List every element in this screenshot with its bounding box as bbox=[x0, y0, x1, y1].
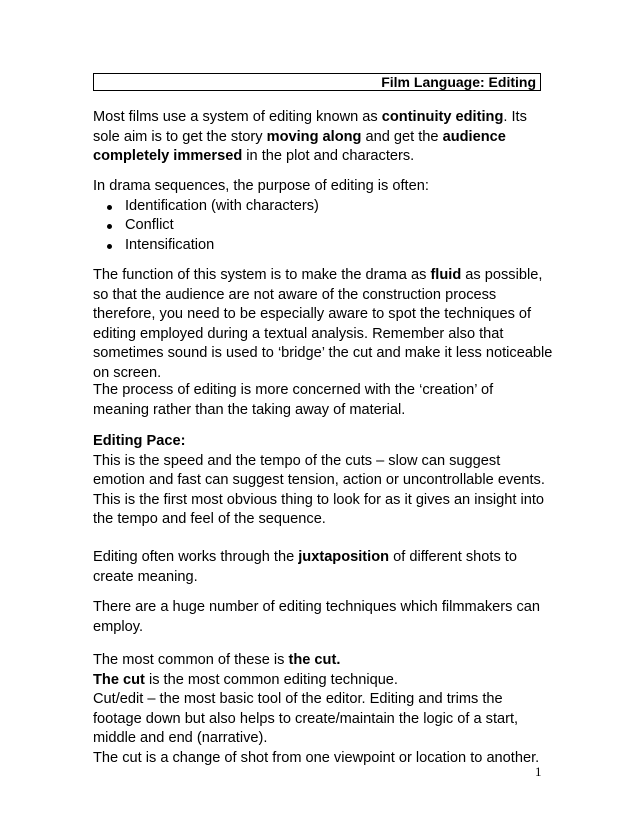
function-text-2: as possible, so that the audience are not aware of the construction process therefore, you need to be especially aware to spot the techniques of editing employed during a textual analysis. Remember also that sometimes sound is used to ‘bridge’ the cut and make it less noticeable on screen. bbox=[93, 267, 553, 381]
intro-text-3: and get the bbox=[361, 128, 443, 145]
function-text-1: The function of this system is to make the drama as bbox=[93, 267, 431, 283]
techniques-paragraph bbox=[93, 598, 553, 637]
juxta-text-2: of different shots to create meaning. bbox=[93, 549, 517, 585]
intro-bold-continuity-editing: continuity editing bbox=[381, 109, 504, 125]
intro-text-2: . Its sole aim is to get the story bbox=[93, 109, 527, 145]
editing-pace-section bbox=[93, 432, 553, 530]
page-number: 1 bbox=[535, 764, 542, 779]
cut-text-1: The most common of these is bbox=[93, 652, 289, 668]
pace-line-1: This is the speed and the tempo of the cuts – slow can suggest emotion and fast can suggest tension, action or uncontrollable events. bbox=[93, 452, 545, 488]
function-bold-fluid: fluid bbox=[430, 267, 462, 283]
cut-line-4: The cut is a change of shot from one viewpoint or location to another. bbox=[93, 749, 540, 766]
process-text: The process of editing is more concerned with the ‘creation’ of meaning rather than the taking away of material. bbox=[93, 382, 494, 418]
function-paragraph bbox=[93, 266, 553, 383]
list-item: Conflict bbox=[93, 216, 553, 236]
pace-line-2: This is the first most obvious thing to look for as it gives an insight into the tempo and feel of the sequence. bbox=[93, 491, 544, 527]
juxta-bold-juxtaposition: juxtaposition bbox=[298, 549, 390, 565]
editing-pace-heading: Editing Pace: bbox=[93, 433, 186, 449]
techniques-text: There are a huge number of editing techniques which filmmakers can employ. bbox=[93, 599, 540, 635]
cut-section bbox=[93, 651, 553, 768]
cut-line-3: Cut/edit – the most basic tool of the editor. Editing and trims the footage down but also helps to create/maintain the logic of a start, middle and end (narrative). bbox=[93, 691, 519, 746]
drama-purpose-list bbox=[93, 197, 553, 256]
list-item: Identification (with characters) bbox=[93, 197, 553, 217]
cut-bold-the-cut-2: The cut bbox=[93, 671, 145, 688]
process-paragraph bbox=[93, 381, 553, 420]
drama-section bbox=[93, 177, 553, 255]
header-box bbox=[93, 73, 541, 91]
document-title: Film Language: Editing bbox=[381, 74, 536, 90]
juxta-text-1: Editing often works through the bbox=[93, 549, 299, 565]
juxtaposition-paragraph bbox=[93, 548, 553, 587]
list-item: Intensification bbox=[93, 236, 553, 256]
cut-text-2: is the most common editing technique. bbox=[144, 671, 398, 688]
intro-text-1: Most films use a system of editing known as bbox=[93, 109, 382, 125]
drama-lead: In drama sequences, the purpose of editing is often: bbox=[93, 178, 429, 194]
intro-text-4: in the plot and characters. bbox=[242, 148, 415, 164]
intro-bold-moving-along: moving along bbox=[266, 128, 362, 145]
intro-paragraph bbox=[93, 108, 553, 167]
cut-bold-the-cut: the cut. bbox=[288, 652, 341, 668]
intro-bold-audience-immersed: audience completely immersed bbox=[93, 128, 506, 164]
